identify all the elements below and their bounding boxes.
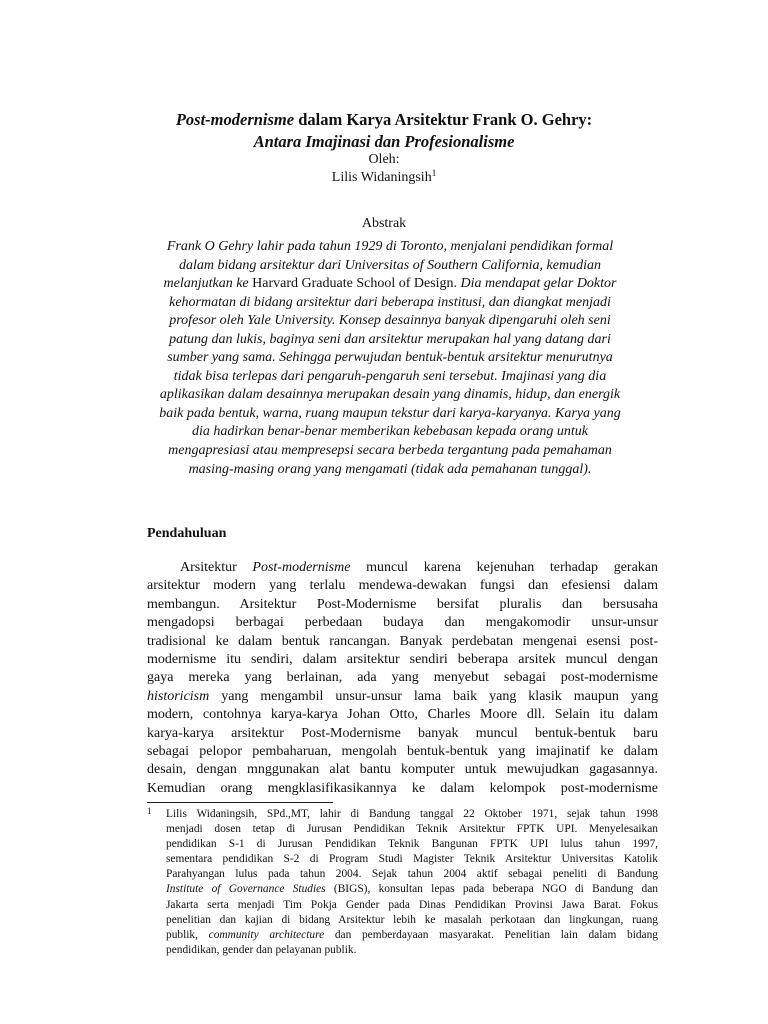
- abstract-line: sumber yang sama. Sehingga perwujudan bentuk-bentuk arsitektur menurutnya: [167, 350, 613, 366]
- body-line-italic-part: Post-modernisme: [252, 560, 351, 575]
- author-line: [0, 169, 768, 187]
- abstract-line: kehormatan di bidang arsitektur dari beberapa institusi, dan diangkat menjadi: [169, 294, 611, 310]
- footnote-mark: 1: [147, 806, 152, 816]
- footnote-line: Lilis Widaningsih, SPd.,MT, lahir di Bandung tanggal 22 Oktober 1971, sejak tahun 1998: [166, 808, 658, 820]
- footnote-line: pendidikan S-1 di Jurusan Pendidikan Teknik Bangunan FPTK UPI lulus tahun 1997,: [166, 838, 658, 851]
- abstract-line: [140, 275, 640, 294]
- body-line: modernisme itu sendiri, dalam arsitektur sendiri beberapa arsitek muncul dengan: [147, 652, 658, 668]
- footnote-line-italic-part: community architecture: [208, 928, 325, 941]
- footnote-line: [166, 928, 658, 943]
- abstract-line-part: melanjutkan ke: [163, 276, 253, 292]
- footnote-line: Jakarta serta menjadi Tim Pokja Gender pada Dinas Pendidikan Provinsi Jawa Barat. Fokus: [166, 898, 658, 911]
- abstract-line-part: Dia mendapat gelar Doktor: [457, 276, 617, 292]
- footnote-line-italic-part: Institute of Governance Studies: [166, 883, 326, 896]
- footnote-line-part: dan pemberdayaan masyarakat. Penelitian lain dalam bidang: [324, 928, 658, 941]
- abstract-text: [140, 238, 640, 479]
- footnote-line: Parahyangan lulus pada tahun 2004. Sejak tahun 2004 aktif sebagai peneliti di Bandung: [166, 868, 658, 881]
- footnote-line: menjadi dosen tetap di Jurusan Pendidikan Teknik Arsitektur FPTK UPI. Menyelesaikan: [166, 823, 658, 836]
- footnote-line: pendidikan, gender dan pelayanan publik.: [166, 943, 357, 956]
- body-line-part: Arsitektur: [180, 560, 253, 575]
- footnote-line-part: publik,: [166, 928, 209, 941]
- title-rest: dalam Karya Arsitektur Frank O. Gehry:: [294, 110, 593, 129]
- section-body: [147, 559, 658, 798]
- abstract-heading: Abstrak: [361, 216, 407, 231]
- abstract-line: aplikasikan dalam desainnya merupakan desain yang dinamis, hidup, dan energik: [159, 387, 621, 403]
- footnote-text: [166, 807, 658, 958]
- title-italic-part: Post-modernisme: [175, 110, 295, 129]
- body-line: Kemudian orang mengklasifikasikannya ke dalam kelompok post-modernisme: [147, 780, 658, 796]
- abstract-line: mengapresiasi atau mempresepsi secara berbeda tergantung pada pemahaman: [168, 443, 612, 459]
- body-line-italic-part: historicism: [147, 688, 210, 704]
- body-line: desain, dengan mnggunakan alat bantu komputer untuk mewujudkan gagasannya.: [147, 762, 658, 778]
- footnote-line: sementara pendidikan S-2 di Program Studi Magister Teknik Arsitektur Universitas Katolik: [166, 853, 658, 866]
- section-heading: Pendahuluan: [147, 526, 227, 541]
- body-line: membangun. Arsitektur Post-Modernisme bersifat pluralis dan bersusaha: [147, 596, 658, 612]
- footnote-line: [166, 882, 658, 897]
- author-name: Lilis Widaningsih: [331, 170, 432, 185]
- abstract-line: profesor oleh Yale University. Konsep desainnya banyak dipengaruhi oleh seni: [169, 313, 611, 329]
- body-line: gaya mereka yang berlainan, ada yang menyebut sebagai post-modernisme: [147, 670, 658, 686]
- author-footnote-mark: 1: [431, 168, 437, 178]
- body-line-part: yang mengambil unsur-unsur lama baik yang klasik maupun yang: [209, 688, 658, 704]
- body-line: [147, 688, 658, 706]
- paper-title: [0, 109, 768, 130]
- abstract-line-upright-part: Harvard Graduate School of Design.: [252, 276, 458, 292]
- body-line: tradisional ke dalam bentuk rancangan. Banyak perdebatan mengenai esensi post-: [147, 633, 658, 649]
- body-line: mengadopsi berbagai perbedaan budaya dan mengakomodir unsur-unsur: [147, 615, 658, 631]
- footnote-line: penelitian dan kajian di bidang Arsitektur lebih ke masalah perkotaan dan lingkungan, ruang: [166, 913, 658, 926]
- abstract-line: patung dan lukis, baginya seni dan arsitektur merupakan hal yang datang dari: [169, 331, 611, 347]
- footnote-divider: [147, 802, 333, 803]
- abstract-line: masing-masing orang yang mengamati (tidak ada pemahanan tunggal).: [188, 461, 592, 477]
- body-line: modern, contohnya karya-karya Johan Otto, Charles Moore dll. Selain itu dalam: [147, 707, 658, 723]
- paper-subtitle: Antara Imajinasi dan Profesionalisme: [253, 132, 515, 151]
- abstract-line: Frank O Gehry lahir pada tahun 1929 di Toronto, menjalani pendidikan formal: [166, 239, 614, 254]
- body-line: sebagai pelopor pembaharuan, mengolah bentuk-bentuk yang imajinatif ke dalam: [147, 744, 658, 760]
- footnote-line-part: (BIGS), konsultan lepas pada beberapa NGO di Bandung dan: [325, 883, 658, 896]
- abstract-line: baik pada bentuk, warna, ruang maupun tekstur dari karya-karyanya. Karya yang: [159, 405, 621, 421]
- abstract-line: dia hadirkan benar-benar memberikan kebebasan kepada orang untuk: [192, 424, 588, 440]
- abstract-line: dalam bidang arsitektur dari Universitas of Southern California, kemudian: [179, 257, 601, 273]
- body-line-part: muncul karena kejenuhan terhadap gerakan: [350, 560, 658, 575]
- byline-label: Oleh:: [368, 152, 400, 167]
- body-line: arsitektur modern yang terlalu mendewa-dewakan fungsi dan efesiensi dalam: [147, 578, 658, 594]
- body-line: karya-karya arsitektur Post-Modernisme banyak muncul bentuk-bentuk baru: [147, 725, 658, 741]
- body-line: [147, 559, 658, 577]
- abstract-line: tidak bisa terlepas dari pengaruh-pengaruh seni tersebut. Imajinasi yang dia: [173, 368, 607, 384]
